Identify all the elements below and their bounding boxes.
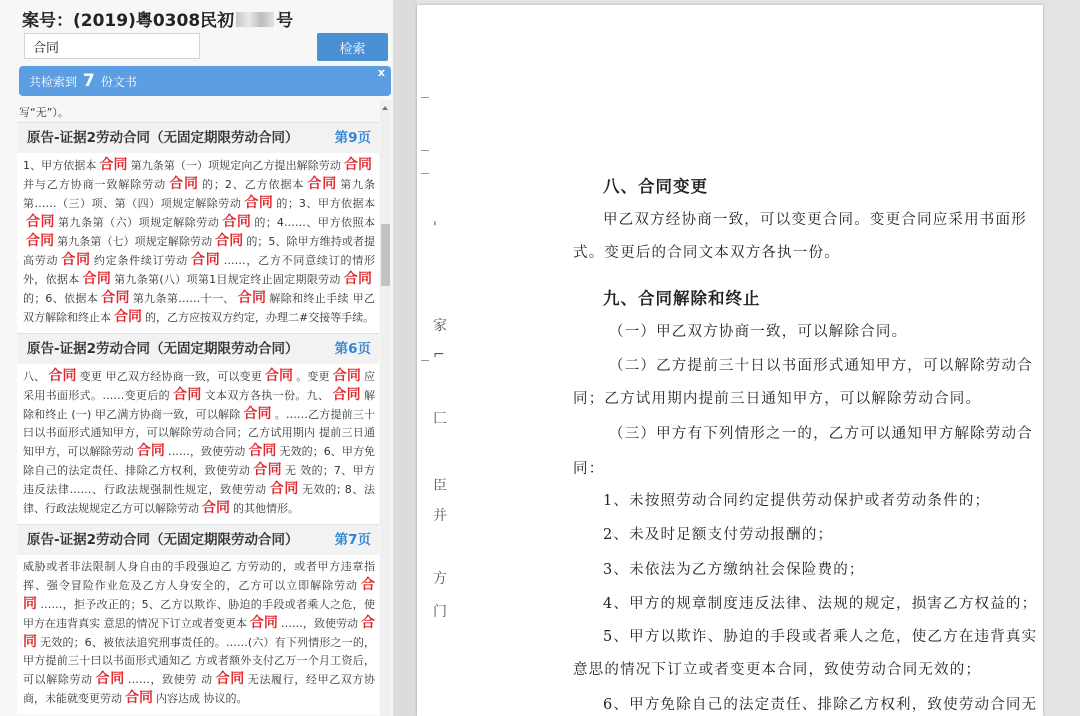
keyword-highlight: 合同 [307, 176, 338, 192]
margin-tick [421, 150, 429, 151]
document-page [417, 5, 1043, 716]
document-line: （二）乙方提前三十日以书面形式通知甲方，可以解除劳动合 [609, 358, 1033, 374]
margin-fragment: ⌐ [433, 347, 445, 363]
margin-tick [421, 173, 429, 174]
snippet-text: 第九条第（一）项规定向乙方提出解除劳动 [130, 159, 341, 172]
search-button[interactable]: 检索 [317, 33, 388, 61]
scroll-thumb[interactable] [381, 224, 390, 286]
margin-fragment: 家 [433, 318, 447, 334]
result-title[interactable] [17, 333, 379, 364]
snippet-text: 内容达成 协议的。 [156, 692, 248, 705]
keyword-highlight: 合同 [23, 615, 376, 650]
snippet-text: 。变更 [296, 370, 330, 383]
margin-fragment: 门 [433, 604, 447, 620]
snippet-text: 1、甲方依据本 [23, 159, 97, 172]
snippet-text: 应采用书面形式。……变更后的 [23, 370, 376, 402]
result-page-link[interactable]: 第9页 [334, 130, 371, 146]
snippet-text: ……，致使劳动 [280, 617, 359, 630]
case-number [22, 6, 293, 31]
document-heading: 九、合同解除和终止 [603, 289, 761, 308]
keyword-highlight: 合同 [222, 214, 252, 230]
snippet-text: 并与乙方协商一致解除劳动 [23, 178, 167, 191]
keyword-highlight: 合同 [95, 671, 125, 687]
result-page-link[interactable]: 第7页 [334, 532, 371, 548]
snippet-text: 第九条第（六）项规定解除劳动 [58, 216, 220, 229]
result-title-text: 原告-证据2劳动合同（无固定期限劳动合同） [27, 130, 299, 146]
keyword-highlight: 合同 [343, 157, 373, 173]
keyword-highlight: 合同 [202, 500, 230, 516]
keyword-highlight: 合同 [332, 368, 362, 384]
document-line: 意思的情况下订立或者变更本合同，致使劳动合同无效的； [573, 662, 982, 678]
keyword-highlight: 合同 [26, 214, 56, 230]
keyword-highlight: 合同 [173, 387, 202, 403]
keyword-highlight: 合同 [101, 290, 130, 306]
snippet-text: ……，拒予改正的；5、乙方以欺诈、胁迫的手段或者乘人之危，使甲方在违背真实 意思的情况下订立或者变更本 [23, 598, 376, 630]
snippet-text: 无 效的；7、甲方违反法律……、行政法规强制性规定，致使劳动 [23, 464, 376, 496]
snippet-text: ……，致使劳 动 [127, 673, 213, 686]
result-title[interactable] [17, 122, 379, 153]
snippet-text: 第九条第……（三）项、第（四）项规定解除劳动 [23, 178, 376, 210]
result-page-link[interactable]: 第6页 [334, 341, 371, 357]
keyword-highlight: 合同 [248, 443, 277, 459]
result-count-number: 7 [83, 71, 95, 91]
document-line: 2、未及时足额支付劳动报酬的； [603, 527, 834, 543]
snippet-text: 。……乙方提前三十曰以书面形式通知甲方，可以解除劳动合同；乙方试用期内 提前三日通知甲方，可以解除劳动 [23, 408, 376, 458]
keyword-highlight: 合同 [26, 233, 55, 249]
document-heading: 八、合同变更 [603, 177, 708, 196]
keyword-highlight: 合同 [215, 671, 245, 687]
keyword-highlight: 合同 [343, 271, 373, 287]
case-number-prefix: 案号：(2019)粤0308民初 [22, 11, 235, 31]
margin-tick [421, 97, 429, 98]
document-line: 4、甲方的规章制度违反法律、法规的规定，损害乙方权益的； [603, 596, 1038, 612]
results-scrollbar[interactable] [380, 100, 391, 716]
result-count-post: 份文书 [100, 75, 137, 89]
snippet-text: ……，致使劳动 [167, 445, 246, 458]
case-number-suffix: 号 [276, 11, 294, 31]
snippet-text: 约定条件续订劳动 [93, 254, 189, 267]
keyword-highlight: 合同 [215, 233, 244, 249]
previous-snippet-tail: 写“无”）。 [19, 106, 69, 119]
keyword-highlight: 合同 [114, 309, 142, 325]
keyword-highlight: 合同 [23, 577, 375, 612]
keyword-highlight: 合同 [99, 157, 128, 173]
snippet-text: 第九条第（七）项规定解除劳动 [57, 235, 213, 248]
snippet-text: 八、 [23, 370, 46, 383]
redacted-mask [236, 12, 274, 27]
snippet-text: 第九条第……十一、 [132, 292, 235, 305]
result-count-bar [19, 66, 391, 96]
snippet-text: 的；3、甲方依据本 [276, 197, 376, 210]
document-line: 3、未依法为乙方缴纳社会保险费的； [603, 562, 865, 578]
scroll-up-arrow-icon[interactable] [382, 106, 388, 110]
snippet-text: ……，乙方不同意续订的情形外，依据本 [23, 254, 376, 286]
result-title[interactable] [17, 524, 379, 555]
keyword-highlight: 合同 [125, 690, 153, 706]
keyword-highlight: 合同 [237, 290, 267, 306]
margin-fragment: 并 [433, 508, 447, 524]
snippet-text: 威胁或者非法限制人身自由的手段强迫乙 方劳动的，或者甲方违章指挥、强令冒险作业危及乙方人身安全的，乙方可以立即解除劳动 [23, 560, 375, 592]
document-line: 式。变更后的合同文本双方各执一份。 [573, 245, 840, 261]
result-snippet[interactable] [17, 364, 379, 524]
result-snippet[interactable] [17, 153, 379, 333]
result-title-text: 原告-证据2劳动合同（无固定期限劳动合同） [27, 341, 299, 357]
margin-fragment: ' [433, 220, 437, 236]
snippet-text: 文本双方各执一份。九、 [204, 389, 330, 402]
keyword-highlight: 合同 [191, 252, 221, 268]
snippet-text: 变更 甲乙双方经协商一致，可以变更 [79, 370, 262, 383]
close-icon[interactable]: x [377, 66, 385, 79]
keyword-highlight: 合同 [82, 271, 112, 287]
snippet-text: 的；6、依据本 [23, 292, 99, 305]
viewer-gutter [393, 0, 417, 716]
document-line: 同： [573, 461, 605, 477]
keyword-highlight: 合同 [332, 387, 362, 403]
margin-fragment: 方 [433, 571, 447, 587]
keyword-highlight: 合同 [61, 252, 91, 268]
keyword-highlight: 合同 [243, 406, 272, 422]
keyword-highlight: 合同 [249, 615, 278, 631]
snippet-text: 无效的；6、被依法追究刑事责任的。……(六）有下列情形之一的，甲方提前三十曰以书面形式通知乙 方或者额外支付乙万一个月工资后，可以解除劳动 [23, 636, 375, 686]
snippet-text: 解除和终止手续 甲乙双方解除和终止本 [23, 292, 376, 324]
keyword-highlight: 合同 [136, 443, 165, 459]
keyword-highlight: 合同 [264, 368, 294, 384]
snippet-text: 的；2、乙方依据本 [201, 178, 305, 191]
snippet-text: 无效的；6、甲方免除自己的法定责任、排除乙方权利，致使劳动 [23, 445, 376, 477]
snippet-text: 无效的; 8、法律、行政法规规定乙方可以解除劳动 [23, 483, 376, 515]
snippet-text: 第九条第(八）项第1目规定终止固定期限劳动 [114, 273, 341, 286]
keyword-highlight: 合同 [48, 368, 77, 384]
document-line: （三）甲方有下列情形之一的，乙方可以通知甲方解除劳动合 [609, 426, 1033, 442]
snippet-text: 的，乙方应按双方约定，办理二#交接等手续。 [145, 311, 375, 324]
search-input[interactable] [24, 33, 200, 59]
document-line: 5、甲方以欺诈、胁迫的手段或者乘人之危，使乙方在违背真实 [603, 629, 1038, 645]
results-list [17, 100, 379, 716]
snippet-text: 的；5、除甲方维持或者提高劳动 [23, 235, 376, 267]
result-count-pre: 共检索到 [29, 75, 78, 89]
snippet-text: 的其他情形。 [233, 502, 299, 515]
result-title-text: 原告-证据2劳动合同（无固定期限劳动合同） [27, 532, 299, 548]
margin-fragment: 匚 [433, 411, 447, 427]
margin-tick [421, 360, 429, 361]
document-line: （一）甲乙双方协商一致，可以解除合同。 [609, 324, 908, 340]
snippet-text: 无法履行，经甲乙双方协商，未能就变更劳动 [23, 673, 376, 705]
document-line: 甲乙双方经协商一致，可以变更合同。变更合同应采用书面形 [603, 212, 1027, 228]
document-line: 6、甲方免除自己的法定责任、排除乙方权利，致使劳动合同无 [603, 697, 1038, 713]
document-line: 同；乙方试用期内提前三日通知甲方，可以解除劳动合同。 [573, 391, 982, 407]
result-snippet[interactable] [17, 555, 379, 714]
keyword-highlight: 合同 [244, 195, 274, 211]
search-panel [0, 0, 394, 716]
document-line: 1、未按照劳动合同约定提供劳动保护或者劳动条件的； [603, 493, 991, 509]
snippet-text: 的；4……、甲方依照本 [254, 216, 376, 229]
margin-fragment: 臣 [433, 478, 447, 494]
keyword-highlight: 合同 [253, 462, 282, 478]
snippet-text: 解除和终止 (一) 甲乙满方协商一致，可以解除 [23, 389, 376, 421]
keyword-highlight: 合同 [269, 481, 299, 497]
keyword-highlight: 合同 [169, 176, 199, 192]
